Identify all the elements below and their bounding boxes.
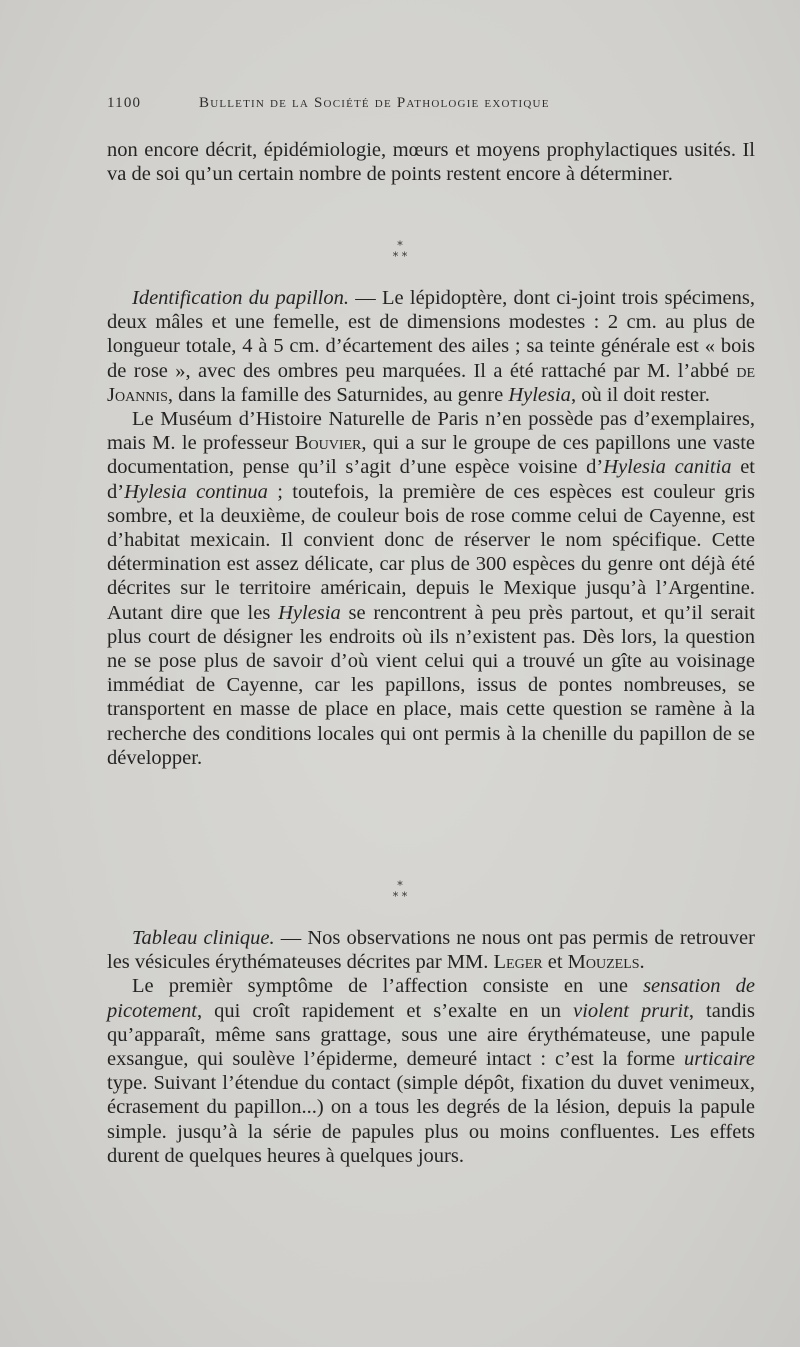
journal-title: Bulletin de la Société de Pathologie exotique [199, 95, 550, 111]
asterism-stars: * * [392, 250, 408, 263]
species-name: Hylesia continua [124, 480, 268, 503]
section-clinical [107, 926, 755, 1168]
section-title: Tableau clinique. [132, 927, 275, 949]
paragraph: non encore décrit, épidémiologie, mœurs et moyens prophylactiques usités. Il va de soi qu’un certain nombre de points restent encore à déterminer. [107, 139, 755, 186]
asterism-star: * [397, 239, 403, 252]
paragraph: Tableau clinique. — Nos observations ne nous ont pas permis de retrouver les vésicules érythémateuses décrites par MM. Leger et Mouzels. [107, 927, 755, 974]
asterism-star: * [397, 879, 403, 892]
section-title: Identification du papillon. [132, 287, 349, 309]
asterism-stars: * * [392, 890, 408, 903]
paragraph: Le Muséum d’Histoire Naturelle de Paris n’en possède pas d’exemplaires, mais M. le professeur Bouvier, qui a sur le groupe de ces papillons une vaste documentation, pense qu’il s’agit d’une espèce voisine d’Hylesia canitia et d’Hylesia continua ; toutefois, la première de ces espèces est couleur gris sombre, et la deuxième, de couleur bois de rose comme celui de Cayenne, est d’habitat mexicain. Il convient donc de réserver le nom spécifique. Cette détermination est assez délicate, car plus de 300 espèces du genre ont déjà été décrites sur le territoire américain, depuis le Mexique jusqu’à l’Argentine. Autant dire que les Hylesia se rencontrent à peu près partout, et qu’il serait plus court de désigner les endroits où ils n’existent pas. Dès lors, la question ne se pose plus de savoir d’où vient celui qui a trouvé un gîte au voisinage immédiat de Cayenne, car les papillons, issus de pontes nombreuses, se transportent en masse de place en place, mais cette question se ramène à la recherche des conditions locales qui ont permis à la chenille du papillon de se développer. [107, 408, 755, 769]
author-name: Bouvier [294, 432, 362, 455]
species-name: Hylesia canitia [603, 456, 732, 479]
text-block-intro [107, 138, 755, 186]
asterism [0, 240, 800, 262]
asterism [0, 880, 800, 902]
page-number: 1100 [107, 95, 142, 111]
paragraph: Le premièr symptôme de l’affection consiste en une sensation de picotement, qui croît rapidement et s’exalte en un violent prurit, tandis qu’apparaît, même sans grattage, sous une aire érythémateuse, une papule exsangue, qui soulève l’épiderme, demeuré intact : c’est la forme urticaire type. Suivant l’étendue du contact (simple dépôt, fixation du duvet venimeux, écrasement du papillon...) on a tous les degrés de la lésion, depuis la papule simple. jusqu’à la série de papules plus ou moins confluentes. Les effets durent de quelques heures à quelques jours. [107, 975, 756, 1167]
emphasis: urticaire [684, 1048, 755, 1071]
emphasis: sensation de picotement [107, 975, 755, 1022]
genus-name: Hylesia [278, 601, 341, 624]
genus-name: Hylesia [508, 383, 571, 406]
author-name: Mouzels [567, 951, 640, 974]
paragraph: Identification du papillon. — Le lépidoptère, dont ci-joint trois spécimens, deux mâles et une femelle, est de dimensions modestes : 2 cm. au plus de longueur totale, 4 à 5 cm. d’écartement des ailes ; sa teinte générale est « bois de rose », avec des ombres peu marquées. Il a été rattaché par M. l’abbé de Joannis, dans la famille des Saturnides, au genre Hylesia, où il doit rester. [107, 287, 755, 406]
author-name: Leger [493, 951, 543, 974]
emphasis: violent prurit [573, 999, 689, 1022]
author-name: Joannis [107, 383, 168, 406]
section-identification [107, 286, 755, 770]
